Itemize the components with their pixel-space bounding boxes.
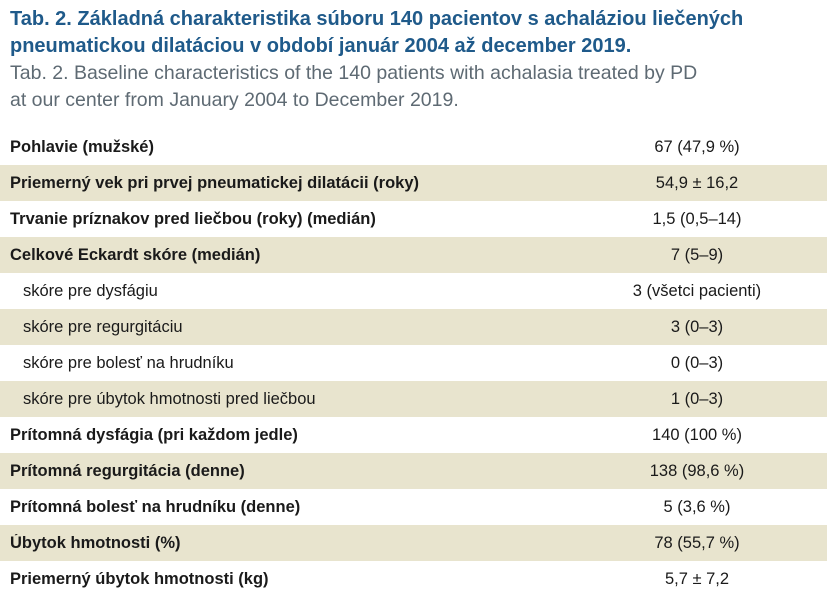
- row-label: Prítomná dysfágia (pri každom jedle): [10, 425, 298, 444]
- row-label: Trvanie príznakov pred liečbou (roky) (medián): [10, 209, 376, 228]
- table-row: [0, 345, 827, 381]
- table-row: [0, 561, 827, 597]
- row-value: 5,7 ± 7,2: [664, 569, 730, 588]
- row-value: 138 (98,6 %): [649, 461, 745, 480]
- row-value: 67 (47,9 %): [654, 137, 740, 156]
- table-row: [0, 129, 827, 165]
- table-row: [0, 237, 827, 273]
- characteristics-table: [0, 129, 827, 597]
- row-label: Priemerný úbytok hmotnosti (kg): [10, 569, 269, 588]
- table-row: [0, 201, 827, 237]
- row-label: skóre pre úbytok hmotnosti pred liečbou: [23, 389, 316, 408]
- caption-slovak-line-2: pneumatickou dilatáciou v období január 2004 až december 2019.: [10, 35, 632, 57]
- row-value: 140 (100 %): [652, 425, 742, 444]
- table-row: [0, 165, 827, 201]
- row-value: 1 (0–3): [670, 389, 724, 408]
- table-row: [0, 273, 827, 309]
- row-value: 1,5 (0,5–14): [652, 209, 742, 228]
- row-label: Celkové Eckardt skóre (medián): [10, 245, 261, 264]
- table-caption: [10, 6, 817, 114]
- row-value: 78 (55,7 %): [654, 533, 740, 552]
- row-value: 5 (3,6 %): [663, 497, 731, 516]
- table-row: [0, 489, 827, 525]
- caption-slovak-line-1: Tab. 2. Základná charakteristika súboru 140 pacientov s achaláziou liečených: [10, 8, 744, 30]
- table-row: [0, 525, 827, 561]
- row-value: 0 (0–3): [670, 353, 724, 372]
- row-label: skóre pre regurgitáciu: [23, 317, 183, 336]
- row-value: 7 (5–9): [670, 245, 724, 264]
- table-row: [0, 309, 827, 345]
- table-row: [0, 453, 827, 489]
- row-label: skóre pre bolesť na hrudníku: [23, 353, 234, 372]
- row-value: 54,9 ± 16,2: [655, 173, 739, 192]
- caption-english-line-1: Tab. 2. Baseline characteristics of the 140 patients with achalasia treated by PD: [10, 62, 698, 84]
- row-value: 3 (0–3): [670, 317, 724, 336]
- row-label: Úbytok hmotnosti (%): [10, 533, 181, 552]
- row-label: Prítomná regurgitácia (denne): [10, 461, 245, 480]
- row-label: Pohlavie (mužské): [10, 137, 154, 156]
- row-label: skóre pre dysfágiu: [23, 281, 158, 300]
- row-value: 3 (všetci pacienti): [632, 281, 762, 300]
- row-label: Priemerný vek pri prvej pneumatickej dilatácii (roky): [10, 173, 420, 192]
- caption-english-line-2: at our center from January 2004 to December 2019.: [10, 89, 459, 111]
- table-row: [0, 417, 827, 453]
- table-row: [0, 381, 827, 417]
- row-label: Prítomná bolesť na hrudníku (denne): [10, 497, 301, 516]
